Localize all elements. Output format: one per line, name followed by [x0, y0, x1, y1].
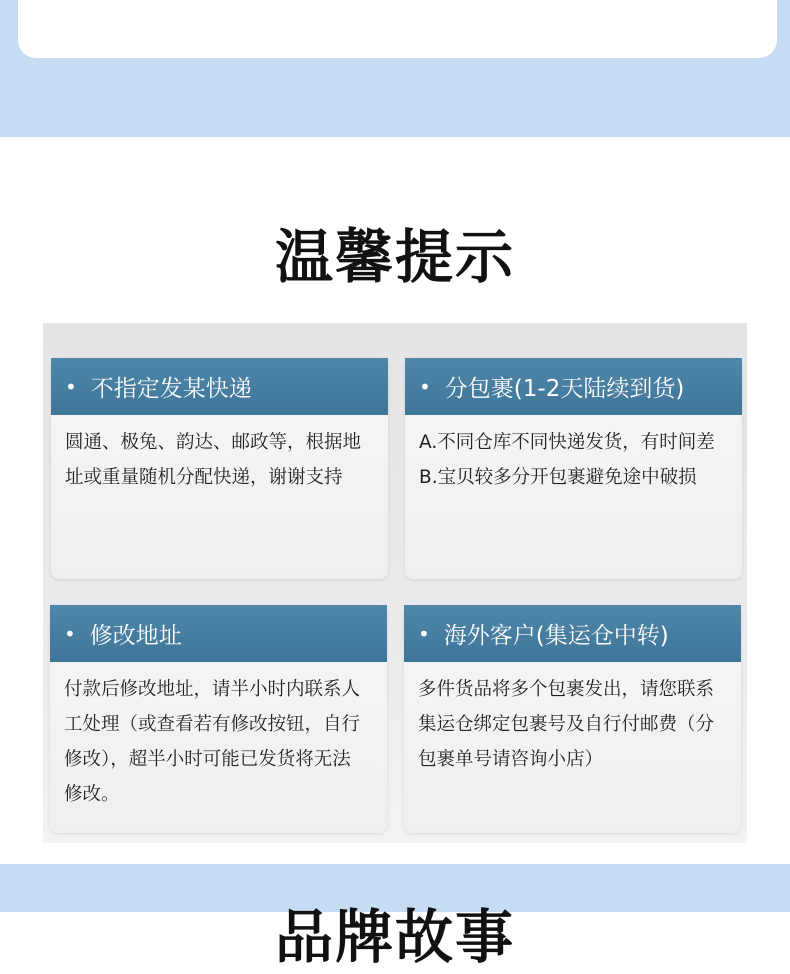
tip-card-header: [51, 358, 388, 415]
tips-panel: [43, 323, 747, 843]
tip-line: 集运仓绑定包裹号及自行付邮费（分: [418, 714, 715, 735]
tip-card-title: 修改地址: [89, 623, 182, 649]
bullet-icon: •: [64, 621, 76, 646]
top-banner-band: [0, 0, 790, 137]
tip-card-overseas: [404, 605, 741, 833]
tip-card-courier: [51, 358, 388, 579]
next-section-title: 品牌故事: [274, 903, 515, 971]
tip-card-body: [405, 415, 742, 495]
tip-card-header: [405, 358, 742, 415]
tip-card-header: [404, 605, 741, 662]
tip-line: 工处理（或查看若有修改按钮，自行: [64, 714, 361, 735]
tip-card-body: [404, 662, 741, 777]
bullet-icon: •: [419, 374, 431, 399]
tip-line: 修改），超半小时可能已发货将无法: [64, 749, 351, 770]
tip-line: 付款后修改地址，请半小时内联系人: [64, 679, 361, 700]
top-white-card: [18, 0, 777, 58]
tip-line: 多件货品将多个包裹发出，请您联系: [418, 679, 715, 700]
tip-line: 修改。: [64, 784, 120, 805]
tip-card-title: 海外客户(集运仓中转): [443, 623, 669, 649]
tip-line: B.宝贝较多分开包裹避免途中破损: [419, 467, 697, 488]
tip-card-body: [50, 662, 387, 812]
tip-card-header: [50, 605, 387, 662]
tip-card-change-address: [50, 605, 387, 833]
tip-card-split-package: [405, 358, 742, 579]
bullet-icon: •: [418, 621, 430, 646]
tip-card-title: 不指定发某快递: [90, 376, 252, 402]
tip-line: 圆通、极兔、韵达、邮政等，根据地: [65, 432, 362, 453]
tip-line: A.不同仓库不同快递发货，有时间差: [419, 432, 715, 453]
tip-card-body: [51, 415, 388, 495]
bullet-icon: •: [65, 374, 77, 399]
tip-line: 址或重量随机分配快递，谢谢支持: [65, 467, 343, 488]
page-title: 温馨提示: [274, 223, 515, 291]
tip-line: 包裹单号请咨询小店）: [418, 749, 604, 770]
tip-card-title: 分包裹(1-2天陆续到货): [444, 376, 685, 402]
bottom-banner-band: [0, 864, 790, 971]
